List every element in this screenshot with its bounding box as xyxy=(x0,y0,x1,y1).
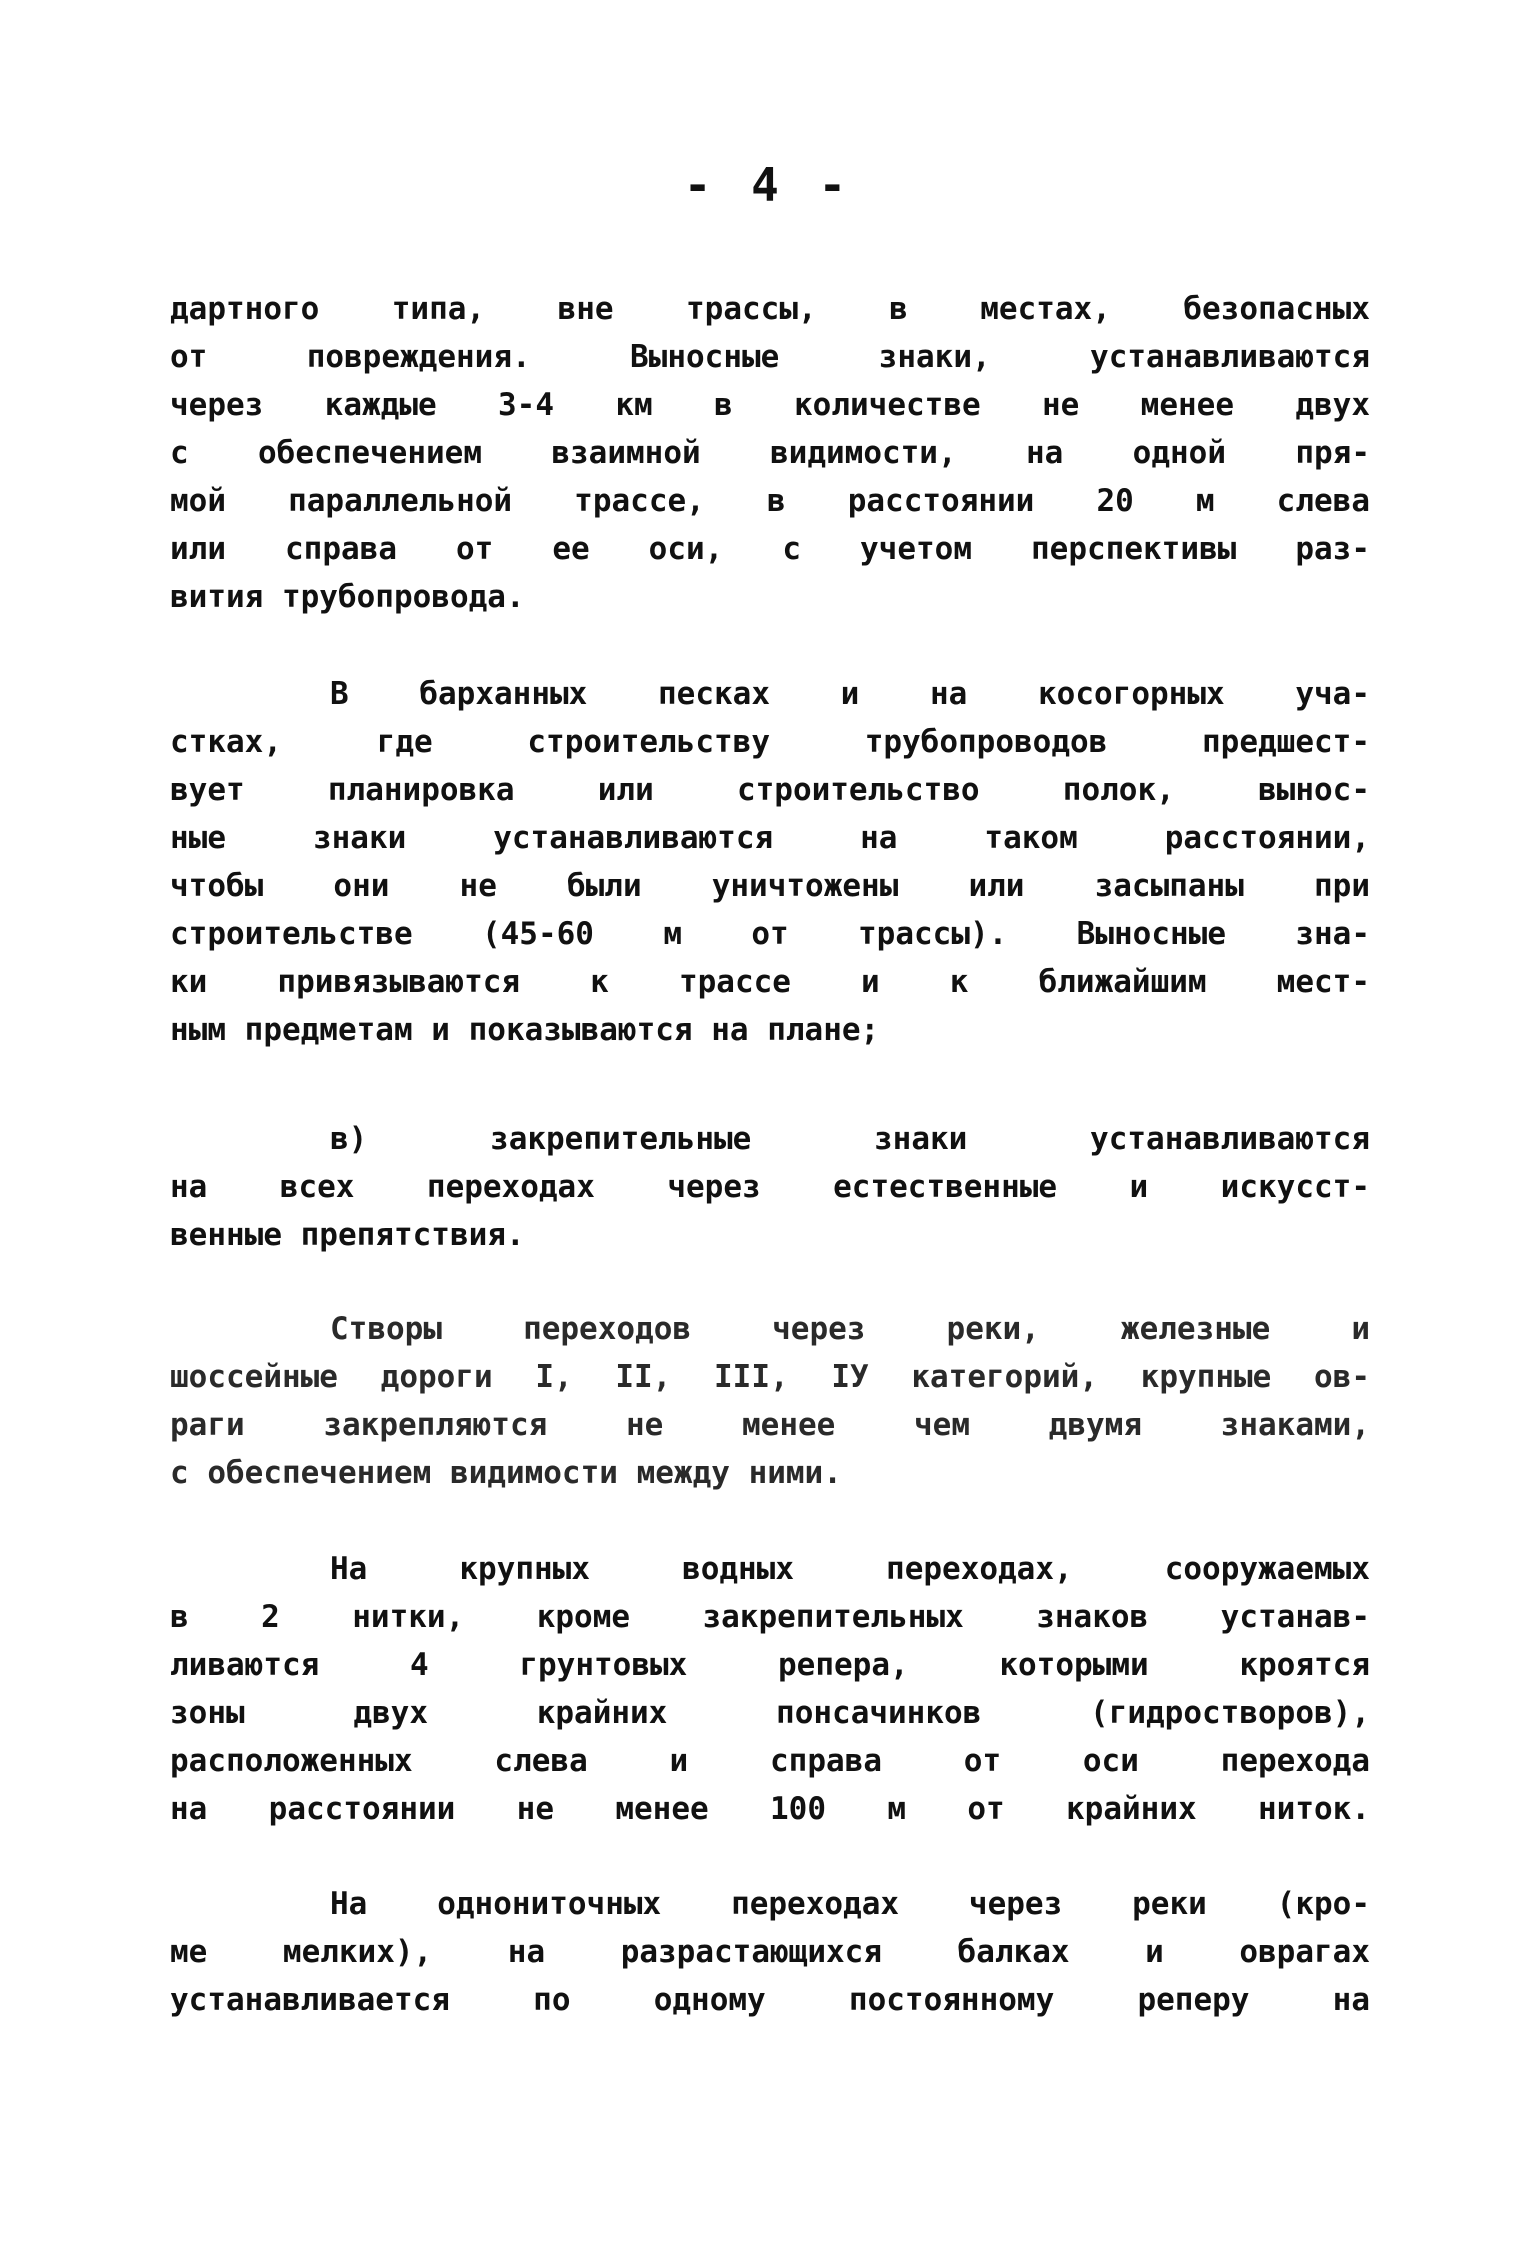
text-line: чтобы они не были уничтожены или засыпаны при xyxy=(170,868,1370,904)
text-line: расположенных слева и справа от оси перехода xyxy=(170,1743,1370,1779)
text-line: раги закрепляются не менее чем двумя знаками, xyxy=(170,1407,1370,1443)
text-line: шоссейные дороги I, II, III, IУ категорий, крупные ов- xyxy=(170,1359,1370,1395)
text-line: На крупных водных переходах, сооружаемых xyxy=(330,1551,1370,1587)
text-line: вует планировка или строительство полок, выноc- xyxy=(170,772,1370,808)
page-number: - 4 - xyxy=(683,158,853,212)
text-line: В барханных песках и на косогорных уча- xyxy=(330,676,1370,712)
paragraph-3 xyxy=(170,1115,1370,1259)
text-line: в) закрепительные знаки устанавливаются xyxy=(330,1121,1370,1157)
text-line: ме мелких), на разрастающихся балках и оврагах xyxy=(170,1934,1370,1970)
paragraph-4 xyxy=(170,1305,1370,1497)
text-line: или справа от ее оси, с учетом перспективы раз- xyxy=(170,531,1370,567)
text-line: с обеспечением взаимной видимости, на одной пря- xyxy=(170,435,1370,471)
paragraph-6 xyxy=(170,1880,1370,2024)
text-line: ливаются 4 грунтовых репера, которыми кроятся xyxy=(170,1647,1370,1683)
text-line: дартного типа, вне трассы, в местах, безопасных xyxy=(170,291,1370,327)
text-line: вития трубопровода. xyxy=(170,579,525,615)
paragraph-2 xyxy=(170,670,1370,1054)
text-line: На однониточных переходах через реки (кро- xyxy=(330,1886,1370,1922)
text-line: в 2 нитки, кроме закрепительных знаков устанав- xyxy=(170,1599,1370,1635)
text-line: устанавливается по одному постоянному реперу на xyxy=(170,1982,1370,2018)
text-line: мой параллельной трассе, в расстоянии 20 м слева xyxy=(170,483,1370,519)
paragraph-1 xyxy=(170,285,1370,621)
text-line: ки привязываются к трассе и к ближайшим мест- xyxy=(170,964,1370,1000)
text-line: от повреждения. Выносные знаки, устанавливаются xyxy=(170,339,1370,375)
text-line: зоны двух крайних понсачинков (гидростворов), xyxy=(170,1695,1370,1731)
text-line: на всех переходах через естественные и искусст- xyxy=(170,1169,1370,1205)
text-line: венные препятствия. xyxy=(170,1217,525,1253)
text-line: с обеспечением видимости между ними. xyxy=(170,1455,842,1491)
text-line: на расстоянии не менее 100 м от крайних ниток. xyxy=(170,1791,1370,1827)
text-line: Створы переходов через реки, железные и xyxy=(330,1311,1370,1347)
paragraph-5 xyxy=(170,1545,1370,1833)
text-line: через каждые 3-4 км в количестве не менее двух xyxy=(170,387,1370,423)
text-line: строительстве (45-60 м от трассы). Выносные зна- xyxy=(170,916,1370,952)
text-line: ным предметам и показываются на плане; xyxy=(170,1012,880,1048)
text-line: стках, где строительству трубопроводов предшест- xyxy=(170,724,1370,760)
text-line: ные знаки устанавливаются на таком расстоянии, xyxy=(170,820,1370,856)
